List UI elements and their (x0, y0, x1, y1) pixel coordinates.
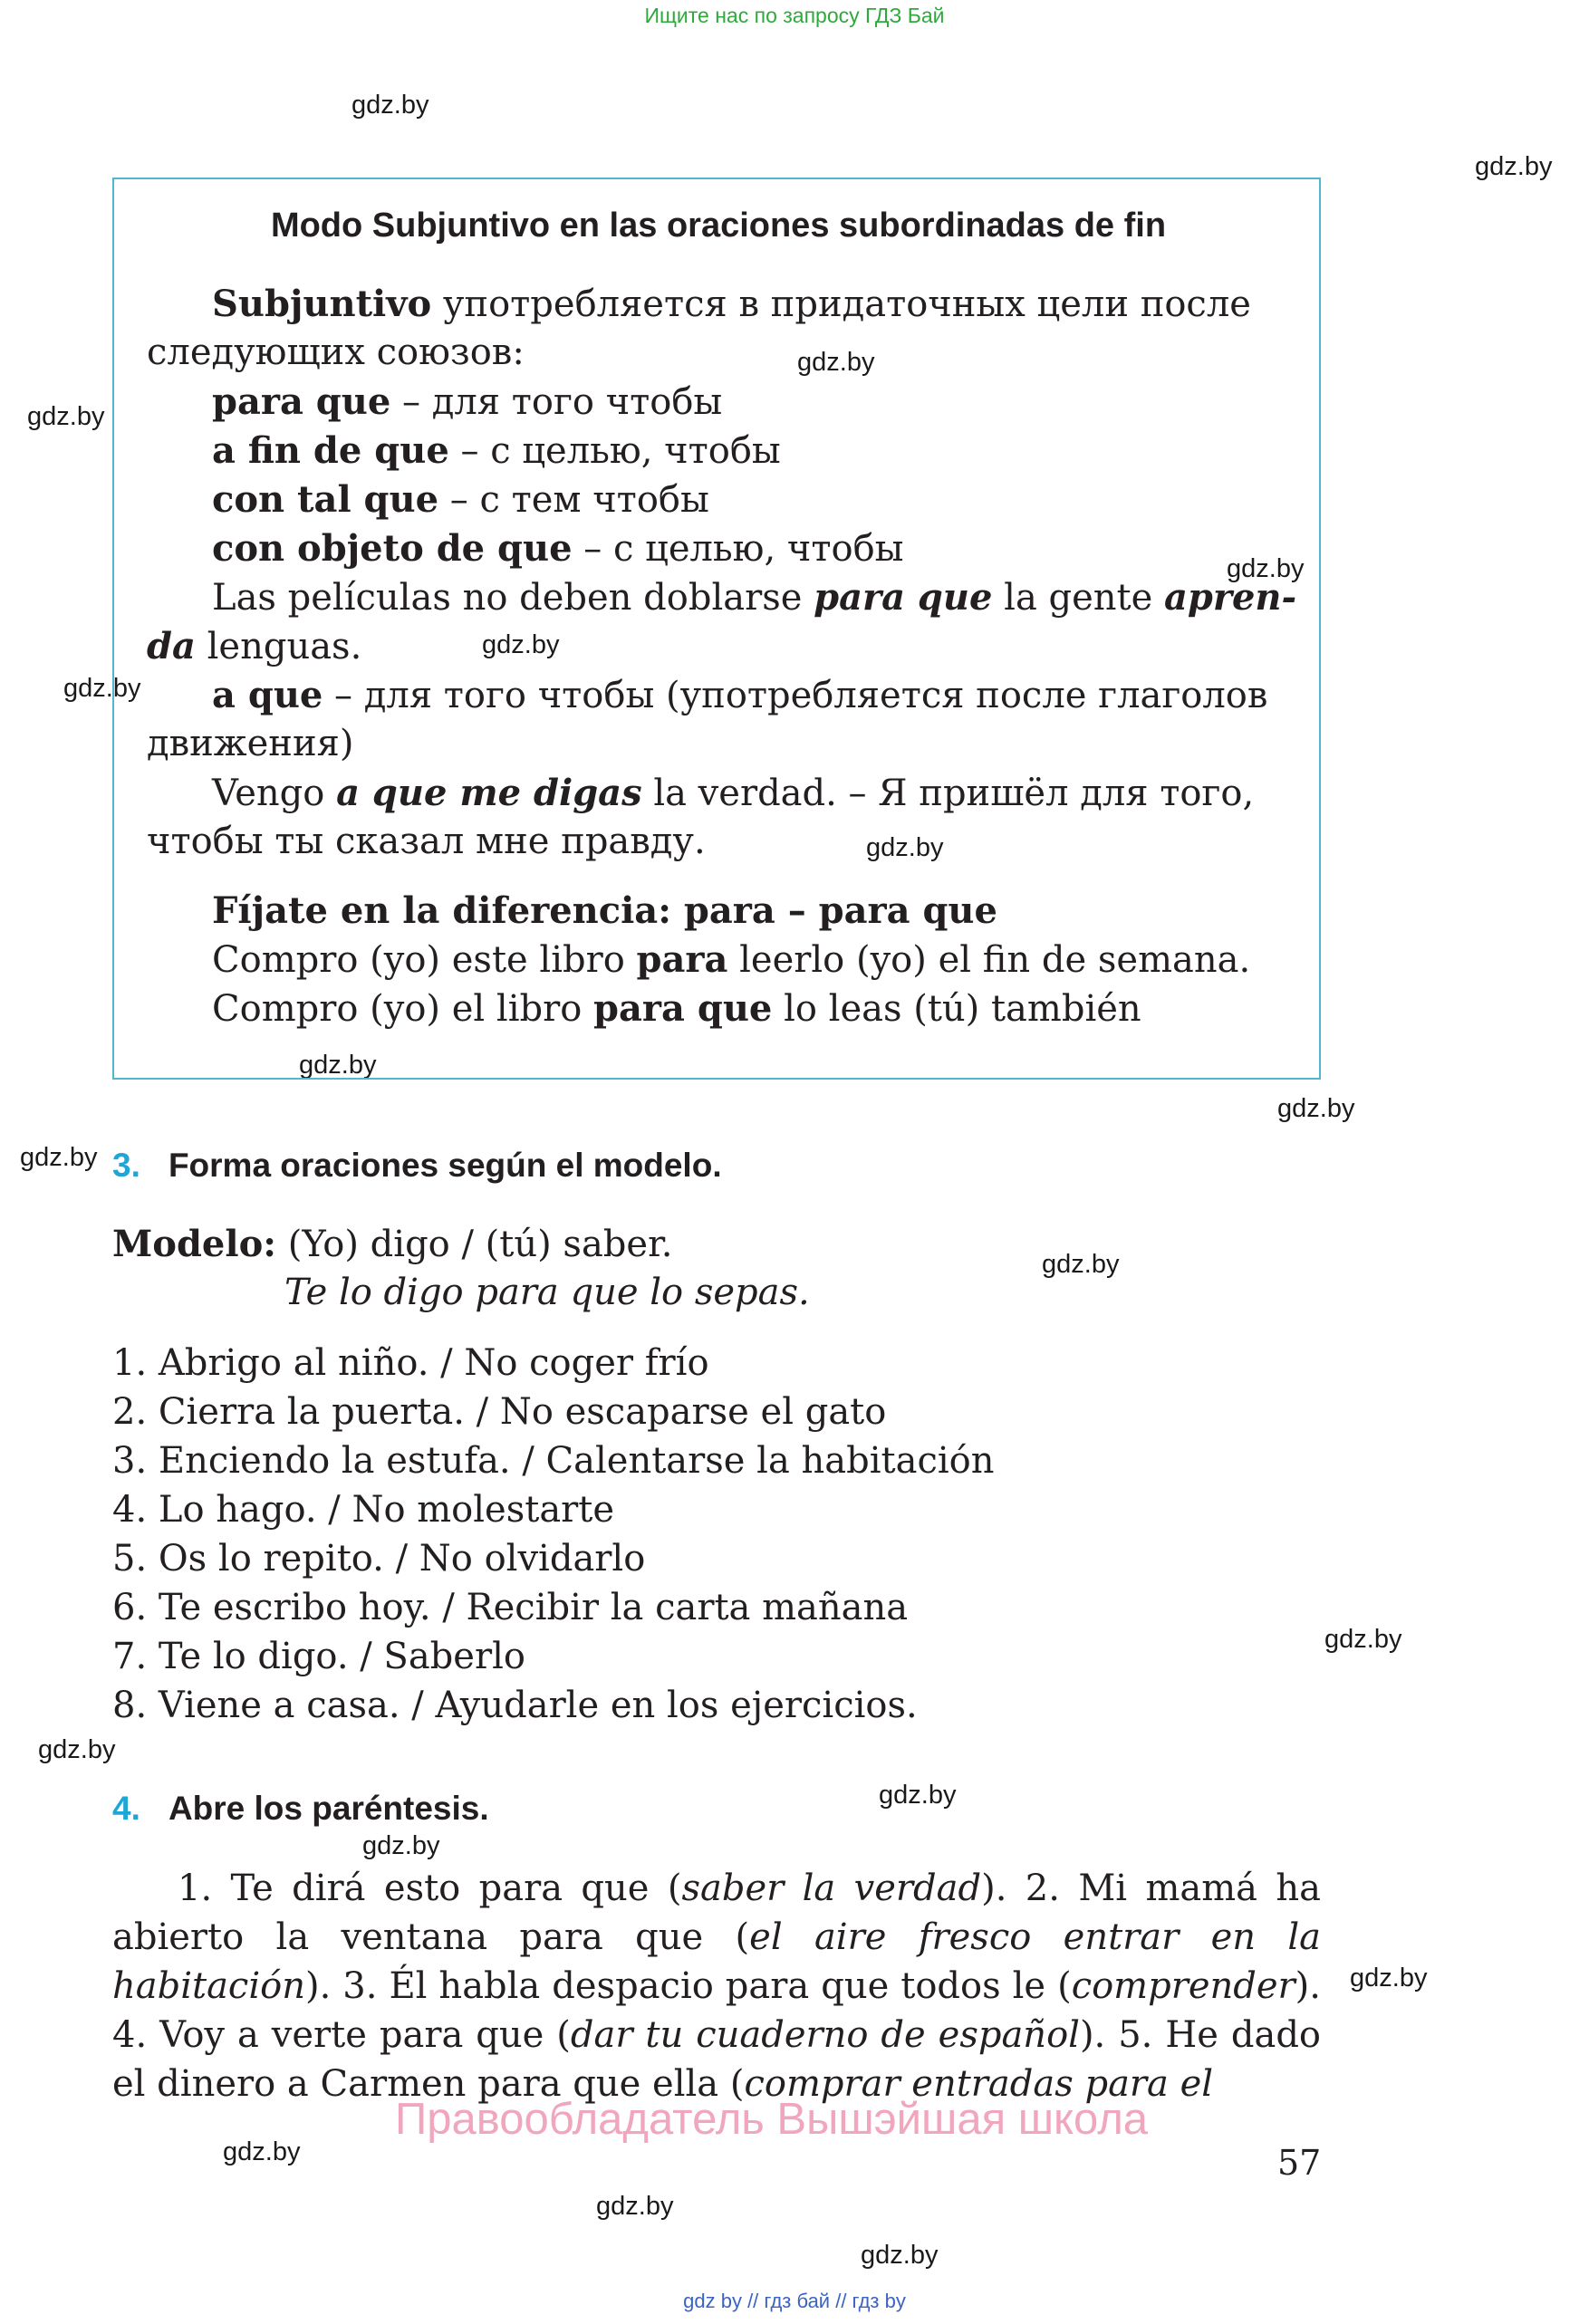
watermark: gdz.by (63, 674, 141, 703)
list-item: 5. Os lo repito. / No olvidarlo (112, 1538, 646, 1580)
watermark: gdz.by (20, 1143, 98, 1172)
watermark: gdz.by (362, 1831, 440, 1860)
list-item: 3. Enciendo la estufa. / Calentarse la habitación (112, 1440, 995, 1482)
watermark: gdz.by (1227, 554, 1305, 583)
watermark: gdz.by (27, 402, 105, 431)
list-item: 2. Cierra la puerta. / No escaparse el gato (112, 1391, 887, 1433)
example-1-line2: da lenguas. (147, 625, 362, 667)
box-intro: Subjuntivo употребляется в придаточных цели после (212, 283, 1251, 325)
footer-links: gdz by // гдз бай // гдз by (683, 2290, 906, 2312)
conj-item: para que – для того чтобы (212, 380, 723, 423)
watermark: gdz.by (352, 91, 429, 120)
box-intro-line2: следующих союзов: (147, 331, 525, 373)
example-2-line2: чтобы ты сказал мне правду. (147, 821, 706, 862)
list-item: 8. Viene a casa. / Ayudarle en los ejercicios. (112, 1685, 918, 1726)
compare-1: Compro (yo) este libro para leerlo (yo) el fin de semana. (212, 938, 1251, 981)
copyright-notice: Правообладатель Вышэйшая школа (395, 2095, 1149, 2144)
compare-2: Compro (yo) el libro para que lo leas (tú) también (212, 987, 1141, 1030)
watermark: gdz.by (866, 833, 944, 862)
conj-item: a fin de que – с целью, чтобы (212, 429, 781, 472)
example-2: Vengo a que me digas la verdad. – Я пришёл для того, (212, 772, 1255, 814)
grammar-box (112, 178, 1321, 1080)
exercise-title: Abre los paréntesis. (168, 1790, 489, 1827)
watermark: gdz.by (299, 1051, 377, 1080)
box-title: Modo Subjuntivo en las oraciones subordinadas de fin (270, 206, 1167, 245)
watermark: gdz.by (223, 2137, 301, 2166)
watermark: gdz.by (861, 2241, 939, 2270)
exercise-4-header (112, 1790, 489, 1828)
list-item: 7. Te lo digo. / Saberlo (112, 1636, 525, 1677)
exercise-title: Forma oraciones según el modelo. (168, 1147, 722, 1184)
fijate-heading: Fíjate en la diferencia: para – para que (212, 889, 997, 932)
a-que-rule-line2: движения) (147, 723, 354, 764)
watermark: gdz.by (1475, 152, 1553, 181)
conj-item: con tal que – с тем чтобы (212, 478, 709, 521)
exercise-4-paragraph: 1. Te dirá esto para que (saber la verdad). 2. Mi mamá ha abierto la ventana para que (el aire fresco entrar en la habitación). 3. Él habla despacio para que todos le (comprender). 4. Voy a verte para que (dar tu cuaderno de español). 5. He dado el dinero a Carmen para que ella (comprar entradas para el (112, 1868, 1322, 2105)
top-banner: Ищите нас по запросу ГДЗ Бай (644, 4, 945, 27)
modelo-answer: Te lo digo para que lo sepas. (284, 1272, 810, 1313)
modelo: Modelo: (Yo) digo / (tú) saber. (112, 1223, 673, 1265)
list-item: 6. Te escribo hoy. / Recibir la carta mañana (112, 1587, 909, 1628)
watermark: gdz.by (596, 2192, 674, 2221)
watermark: gdz.by (797, 348, 875, 377)
watermark: gdz.by (1042, 1250, 1120, 1279)
a-que-rule: a que – для того чтобы (употребляется после глаголов (212, 674, 1268, 716)
conj-item: con objeto de que – с целью, чтобы (212, 527, 904, 570)
watermark: gdz.by (38, 1735, 116, 1764)
exercise-number: 3. (112, 1147, 140, 1184)
watermark: gdz.by (1277, 1094, 1355, 1123)
exercise-number: 4. (112, 1790, 140, 1827)
watermark: gdz.by (482, 630, 560, 659)
watermark: gdz.by (879, 1781, 957, 1810)
list-item: 1. Abrigo al niño. / No coger frío (112, 1342, 709, 1384)
exercise-3-header (112, 1147, 722, 1185)
watermark: gdz.by (1324, 1625, 1402, 1654)
list-item: 4. Lo hago. / No molestarte (112, 1489, 615, 1531)
page-number: 57 (1277, 2143, 1322, 2183)
example-1: Las películas no deben doblarse para que la gente apren- (212, 576, 1297, 619)
watermark: gdz.by (1350, 1964, 1428, 1993)
